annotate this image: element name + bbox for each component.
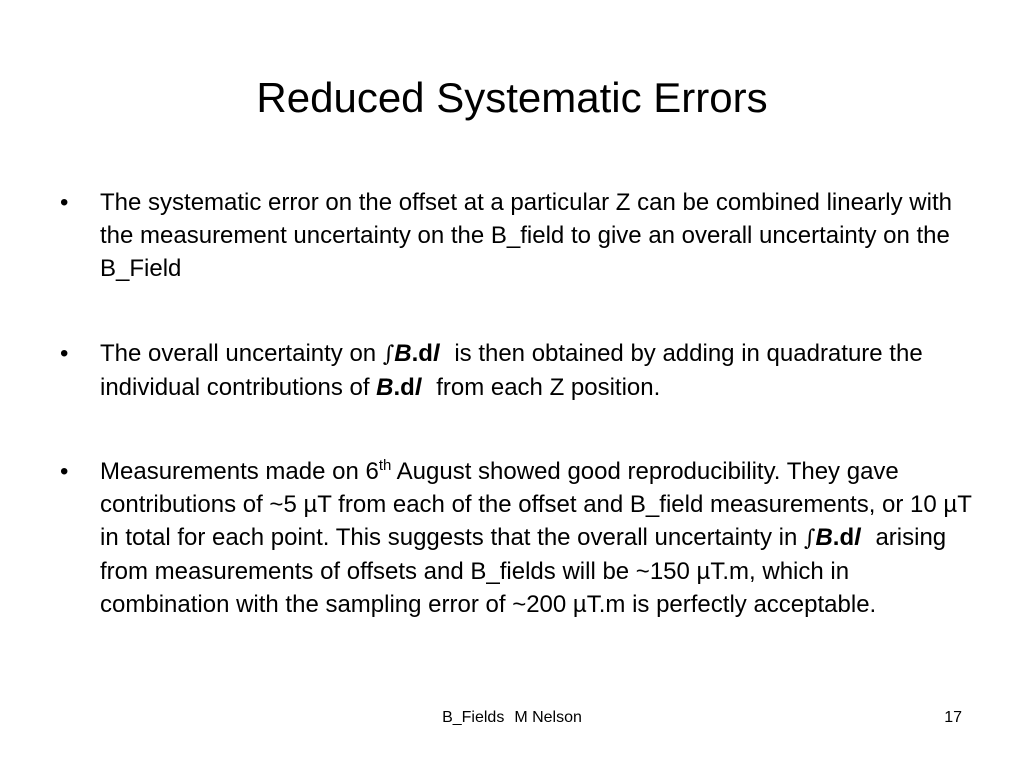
formula-l: l <box>432 340 440 367</box>
page-number: 17 <box>944 709 962 726</box>
formula-l: l <box>414 374 422 401</box>
footer-author: M Nelson <box>514 709 582 726</box>
bullet-text-middle: August showed good reproducibility. They gave contributions of ~5 µT from each of the offset and B_field measurements, or 10 µT in total for each point. This suggests that the overall uncertainty in <box>100 458 972 551</box>
formula-b: B <box>376 374 394 401</box>
integral-symbol: ∫ <box>803 526 816 551</box>
formula-dot-d: .d <box>393 374 415 401</box>
bullet-text-before: Measurements made on 6 <box>100 458 379 485</box>
footer-topic: B_Fields <box>442 709 505 726</box>
formula-dot-d: .d <box>832 524 855 551</box>
formula-dot-d: .d <box>411 340 433 367</box>
footer-label <box>0 708 1024 728</box>
bullet-text-after: arising from measurements of offsets and B_fields will be ~150 µT.m, which in combination with the sampling error of ~200 µT.m is perfectly acceptable. <box>100 524 947 618</box>
bullet-text: The systematic error on the offset at a particular Z can be combined linearly with the measurement uncertainty on the B_field to give an overall uncertainty on the B_Field <box>100 189 952 282</box>
bullet-marker: • <box>60 458 69 485</box>
bullet-marker: • <box>60 340 69 367</box>
bullet-text <box>100 337 980 404</box>
bullet-item <box>60 337 980 404</box>
formula-b: B <box>394 340 412 367</box>
bullet-item <box>60 186 980 285</box>
integral-symbol: ∫ <box>382 342 395 367</box>
bullet-marker: • <box>60 189 69 216</box>
slide-title: Reduced Systematic Errors <box>256 74 768 121</box>
formula-b: B <box>815 524 833 551</box>
bullet-text-middle: is then obtained by adding in quadrature the individual contributions of <box>100 340 923 401</box>
superscript-th: th <box>378 457 392 474</box>
formula-l: l <box>854 524 861 551</box>
bullet-text-before: The overall uncertainty on <box>100 340 383 367</box>
bullet-text-after: from each Z position. <box>436 374 661 401</box>
bullet-text <box>100 455 980 621</box>
bullet-item <box>60 455 980 621</box>
